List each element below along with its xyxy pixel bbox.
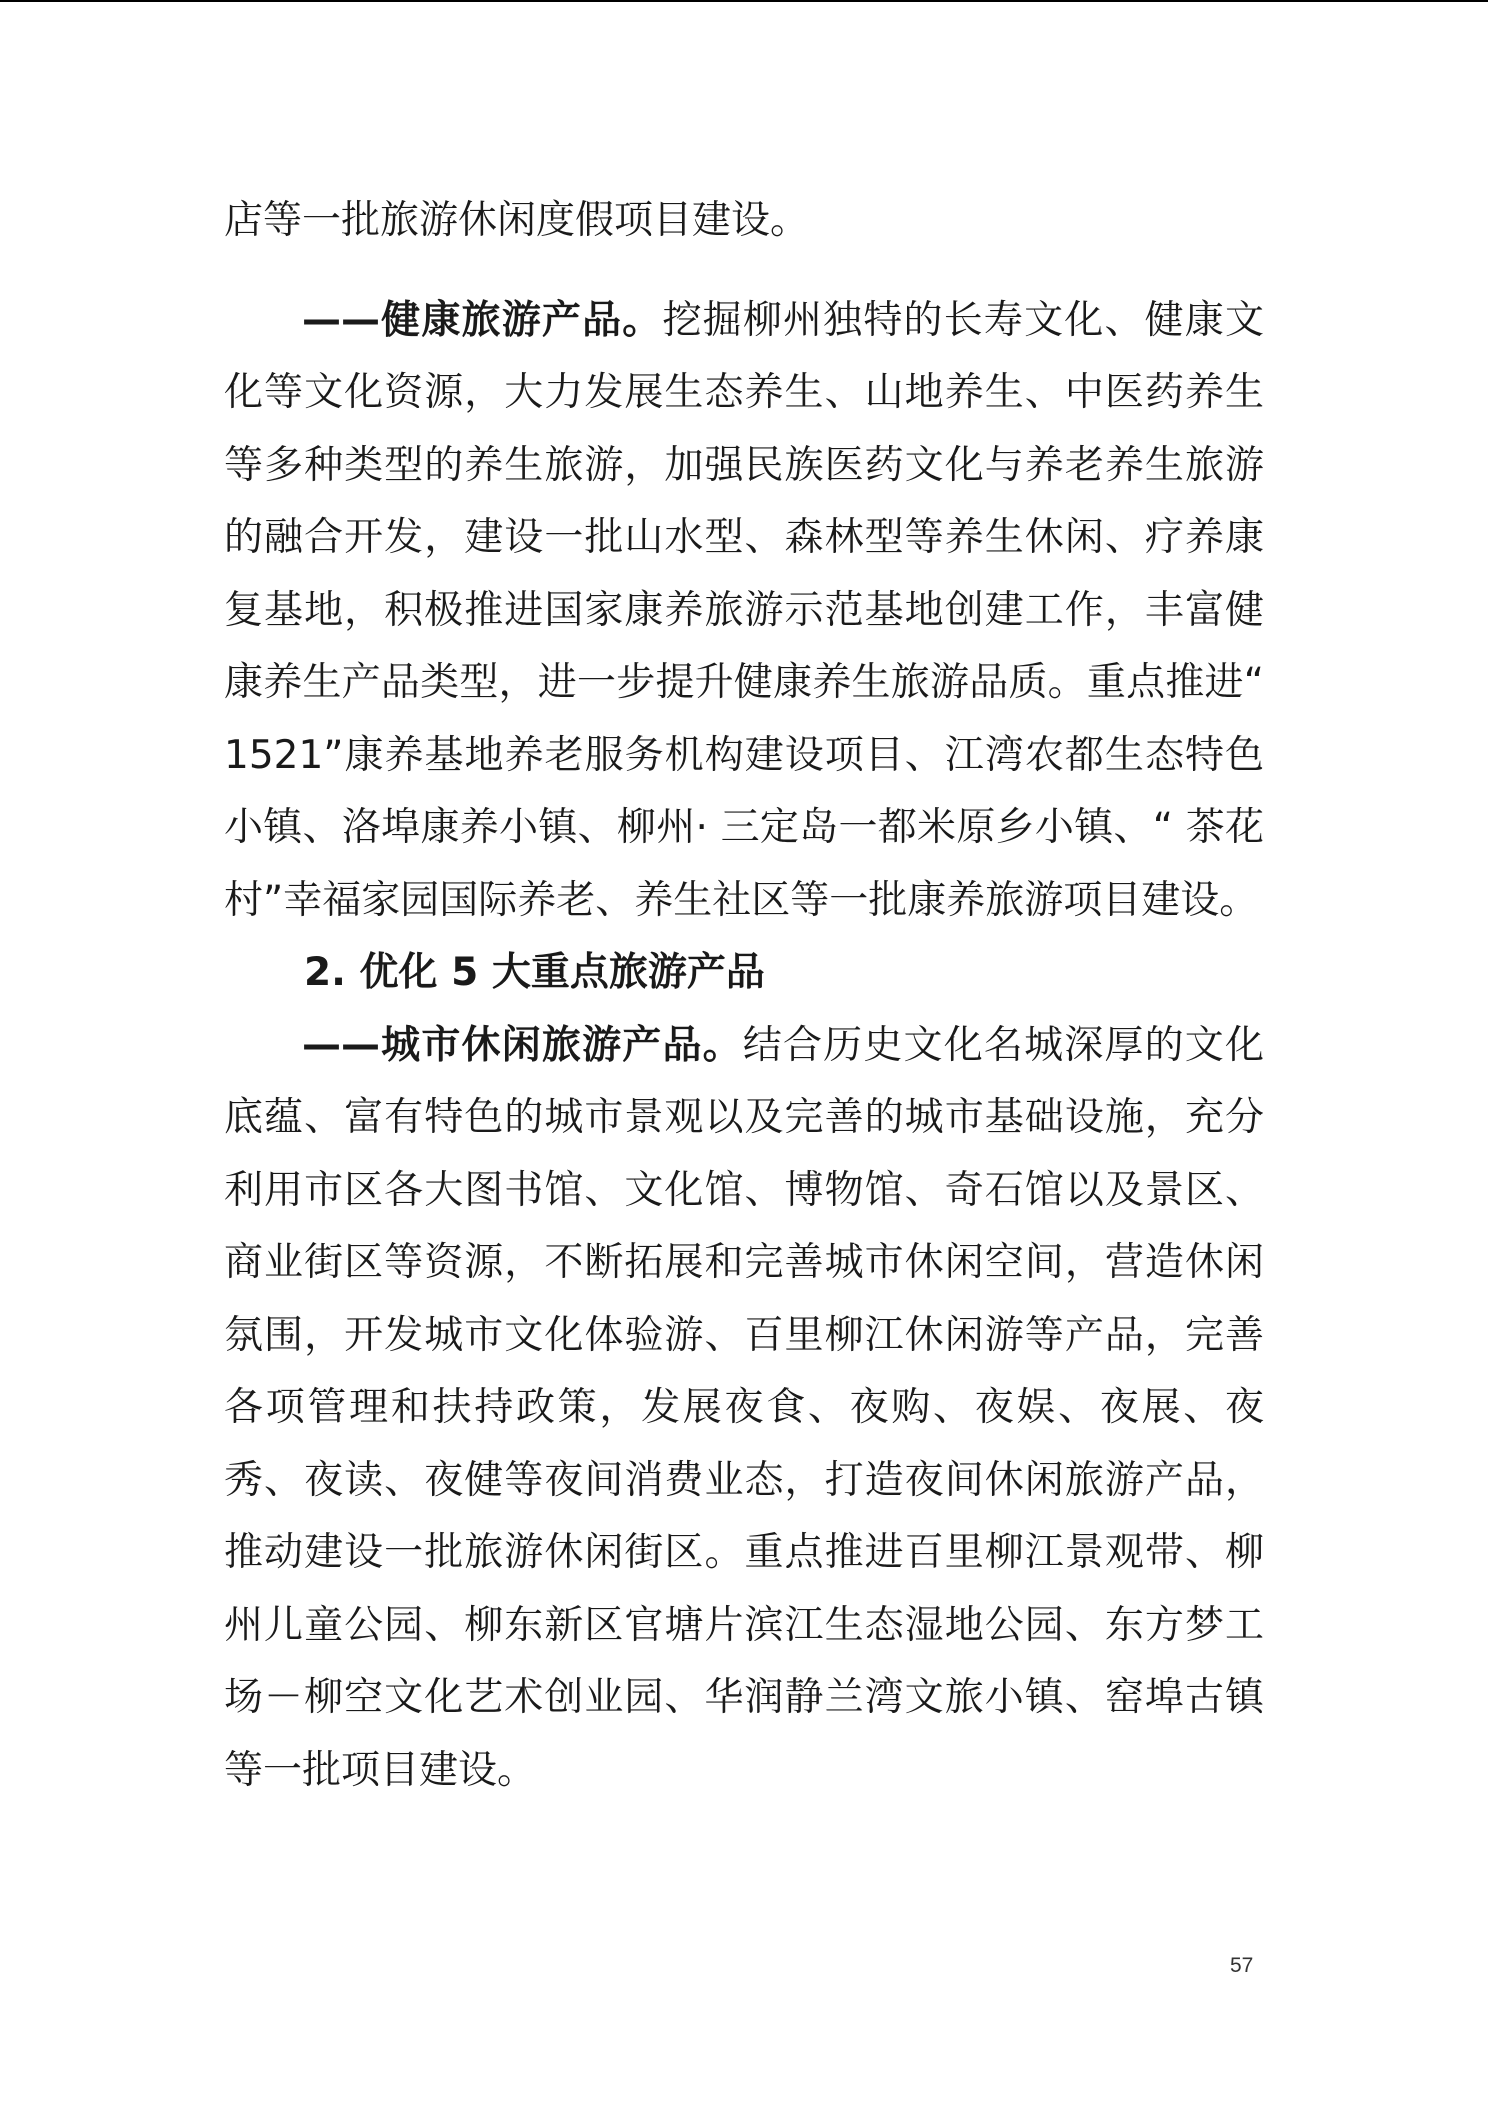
health-tourism-paragraph [224, 285, 1264, 938]
city-leisure-body: 结合历史文化名城深厚的文化底蕴、富有特色的城市景观以及完善的城市基础设施，充分利用市区各大图书馆、文化馆、博物馆、奇石馆以及景区、商业街区等资源，不断拓展和完善城市休闲空间，营造休闲氛围，开发城市文化体验游、百里柳江休闲游等产品，完善各项管理和扶持政策，发展夜食、夜购、夜娱、夜展、夜秀、夜读、夜健等夜间消费业态，打造夜间休闲旅游产品，推动建设一批旅游休闲街区。重点推进百里柳江景观带、柳州儿童公园、柳东新区官塘片滨江生态湿地公园、东方梦工场－柳空文化艺术创业园、华润静兰湾文旅小镇、窑埠古镇等一批项目建设。 [224, 1022, 1264, 1793]
page-number: 57 [1230, 1954, 1254, 1977]
continuation-paragraph: 店等一批旅游休闲度假项目建设。 [224, 198, 810, 243]
document-body [224, 185, 1264, 1807]
health-tourism-body: 挖掘柳州独特的长寿文化、健康文化等文化资源，大力发展生态养生、山地养生、中医药养生等多种类型的养生旅游，加强民族医药文化与养老养生旅游的融合开发，建设一批山水型、森林型等养生休闲、疗养康复基地，积极推进国家康养旅游示范基地创建工作，丰富健康养生产品类型，进一步提升健康养生旅游品质。重点推进“ 1521”康养基地养老服务机构建设项目、江湾农都生态特色小镇、洛埠康养小镇、柳州· 三定岛一都米原乡小镇、“ 茶花村”幸福家园国际养老、养生社区等一批康养旅游项目建设。 [224, 297, 1264, 923]
top-border-line [0, 0, 1488, 2]
city-leisure-lead: ——城市休闲旅游产品。 [302, 1022, 743, 1068]
city-leisure-paragraph [224, 1010, 1264, 1808]
health-tourism-lead: ——健康旅游产品。 [302, 297, 663, 343]
section-heading: 2. 优化 5 大重点旅游产品 [304, 950, 765, 995]
